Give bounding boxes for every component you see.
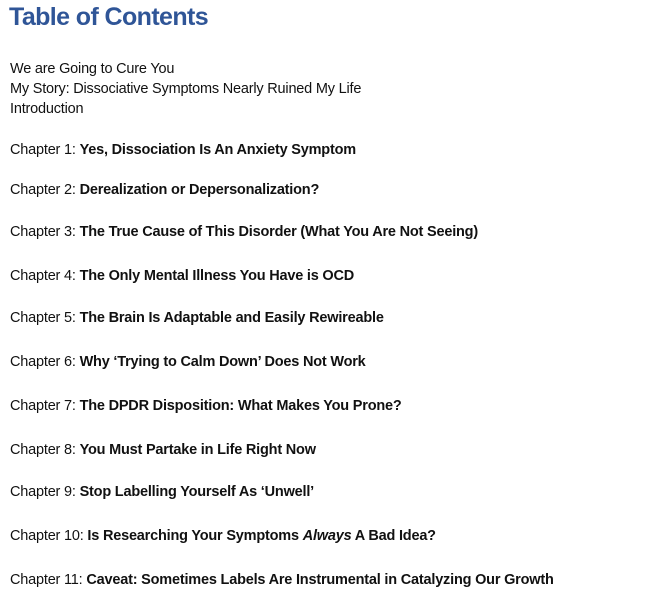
chapter-number: Chapter 7: <box>10 398 76 414</box>
front-matter-list <box>10 59 361 119</box>
chapter-title-emphasis: Always <box>302 528 352 544</box>
chapter-title: Yes, Dissociation Is An Anxiety Symptom <box>79 142 356 158</box>
chapter-number: Chapter 3: <box>10 224 76 240</box>
chapter-number: Chapter 4: <box>10 268 76 284</box>
chapter-title: Stop Labelling Yourself As ‘Unwell’ <box>79 484 314 500</box>
chapter-number: Chapter 10: <box>10 528 84 544</box>
chapter-number: Chapter 1: <box>10 142 76 158</box>
chapter-title: The DPDR Disposition: What Makes You Prone? <box>79 398 402 414</box>
chapter-number: Chapter 2: <box>10 182 76 198</box>
toc-entry-chapter-2[interactable] <box>10 180 319 200</box>
toc-entry-chapter-10[interactable] <box>10 526 436 546</box>
chapter-title: Caveat: Sometimes Labels Are Instrumental in Catalyzing Our Growth <box>86 572 554 588</box>
toc-entry-chapter-8[interactable] <box>10 440 316 460</box>
chapter-number: Chapter 11: <box>10 572 83 588</box>
toc-entry-chapter-7[interactable] <box>10 396 402 416</box>
chapter-title: You Must Partake in Life Right Now <box>79 442 316 458</box>
toc-entry-chapter-9[interactable] <box>10 482 314 502</box>
chapter-title-start: Is Researching Your Symptoms <box>87 528 299 544</box>
chapter-number: Chapter 9: <box>10 484 76 500</box>
chapter-number: Chapter 5: <box>10 310 76 326</box>
chapter-title: Why ‘Trying to Calm Down’ Does Not Work <box>79 354 366 370</box>
chapter-title-end: A Bad Idea? <box>354 528 436 544</box>
toc-entry-chapter-5[interactable] <box>10 308 384 328</box>
chapter-title: The Brain Is Adaptable and Easily Rewireable <box>79 310 384 326</box>
chapter-title: The Only Mental Illness You Have is OCD <box>79 268 355 284</box>
toc-entry-cure-you[interactable]: We are Going to Cure You <box>10 61 175 77</box>
toc-heading: Table of Contents <box>9 3 209 31</box>
toc-entry-chapter-4[interactable] <box>10 266 354 286</box>
toc-entry-my-story[interactable]: My Story: Dissociative Symptoms Nearly Ruined My Life <box>10 81 362 97</box>
chapter-number: Chapter 6: <box>10 354 76 370</box>
toc-entry-chapter-11[interactable] <box>10 570 554 590</box>
toc-entry-chapter-1[interactable] <box>10 140 356 160</box>
toc-entry-introduction[interactable]: Introduction <box>10 101 84 117</box>
chapter-title: The True Cause of This Disorder (What You Are Not Seeing) <box>79 224 478 240</box>
chapter-number: Chapter 8: <box>10 442 76 458</box>
chapter-title: Derealization or Depersonalization? <box>79 182 320 198</box>
chapter-title <box>87 528 435 544</box>
toc-entry-chapter-3[interactable] <box>10 222 478 242</box>
toc-entry-chapter-6[interactable] <box>10 352 366 372</box>
